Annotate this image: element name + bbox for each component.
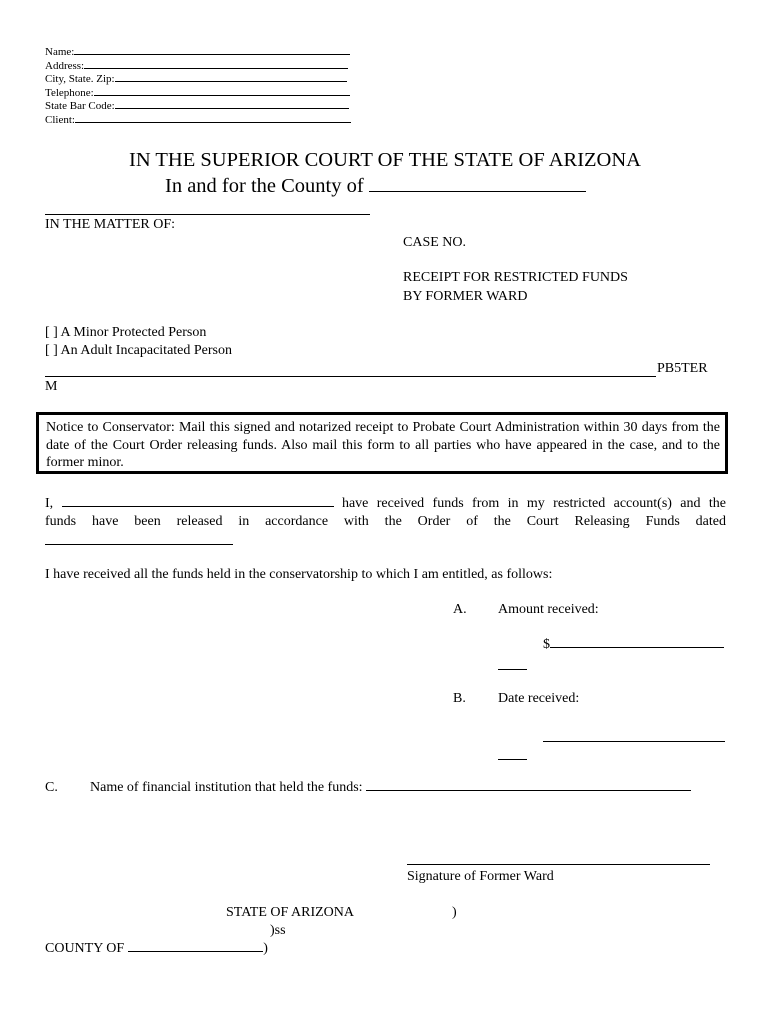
notary-state-paren: ): [452, 905, 457, 920]
notary-county-line[interactable]: [128, 951, 263, 952]
receipt-line-1: I, have received funds from in my restricted account(s) and the: [45, 496, 727, 511]
client-line[interactable]: [75, 122, 351, 123]
name-line[interactable]: [74, 54, 350, 55]
case-no-label: CASE NO.: [403, 235, 467, 250]
state-bar-code-line[interactable]: [115, 108, 349, 109]
all-funds-statement: I have received all the funds held in the conservatorship to which I am entitled, as follows:: [45, 567, 553, 582]
date-continuation-line: [498, 759, 527, 760]
margin-letter: M: [45, 379, 58, 394]
financial-institution-line[interactable]: [366, 790, 691, 791]
document-title-line-2: BY FORMER WARD: [403, 289, 528, 304]
address-line[interactable]: [84, 68, 348, 69]
amount-received-field[interactable]: $: [543, 637, 724, 653]
financial-institution-field[interactable]: Name of financial institution that held the funds:: [90, 780, 691, 796]
minor-protected-checkbox[interactable]: [ ] A Minor Protected Person: [45, 325, 207, 340]
signature-label: Signature of Former Ward: [407, 869, 554, 884]
notice-to-conservator: Notice to Conservator: Mail this signed and notarized receipt to Probate Court Administration within 30 days from the date of the Court Order releasing funds. Also mail this form to all parties who have appeared in the case, and to the former minor.: [36, 412, 728, 474]
attorney-header: [45, 46, 351, 127]
city-state-zip-field[interactable]: City, State. Zip:: [45, 73, 351, 87]
form-code: PB5TER: [657, 361, 708, 376]
caption-divider: [45, 214, 370, 215]
date-received-line[interactable]: [543, 741, 725, 742]
form-code-line: [45, 376, 656, 377]
court-title: IN THE SUPERIOR COURT OF THE STATE OF ARIZONA: [129, 149, 641, 171]
item-c-letter: C.: [45, 780, 58, 795]
amount-line[interactable]: [550, 647, 724, 648]
item-b-letter: B.: [453, 691, 466, 706]
name-field[interactable]: Name:: [45, 46, 351, 60]
client-field[interactable]: Client:: [45, 114, 351, 128]
address-field[interactable]: Address:: [45, 60, 351, 74]
document-title-line-1: RECEIPT FOR RESTRICTED FUNDS: [403, 270, 628, 285]
order-date-line[interactable]: [45, 544, 233, 545]
state-bar-code-field[interactable]: State Bar Code:: [45, 100, 351, 114]
notary-state: STATE OF ARIZONA: [226, 905, 354, 920]
county-line: In and for the County of: [165, 174, 586, 198]
notary-county-field[interactable]: COUNTY OF ): [45, 941, 268, 956]
matter-of-label: IN THE MATTER OF:: [45, 217, 176, 232]
date-received-label: Date received:: [498, 691, 580, 706]
adult-incapacitated-checkbox[interactable]: [ ] An Adult Incapacitated Person: [45, 343, 233, 358]
receipt-line-2: funds have been released in accordance with the Order of the Court Releasing Funds dated: [45, 514, 726, 529]
notary-ss: )ss: [270, 923, 286, 938]
signature-line[interactable]: [407, 864, 710, 865]
telephone-field[interactable]: Telephone:: [45, 87, 351, 101]
county-name-line[interactable]: [369, 191, 586, 192]
amount-continuation-line: [498, 669, 527, 670]
amount-received-label: Amount received:: [498, 602, 599, 617]
telephone-line[interactable]: [94, 95, 350, 96]
item-a-letter: A.: [453, 602, 467, 617]
city-state-zip-line[interactable]: [115, 81, 347, 82]
former-ward-name-line[interactable]: [62, 506, 334, 507]
